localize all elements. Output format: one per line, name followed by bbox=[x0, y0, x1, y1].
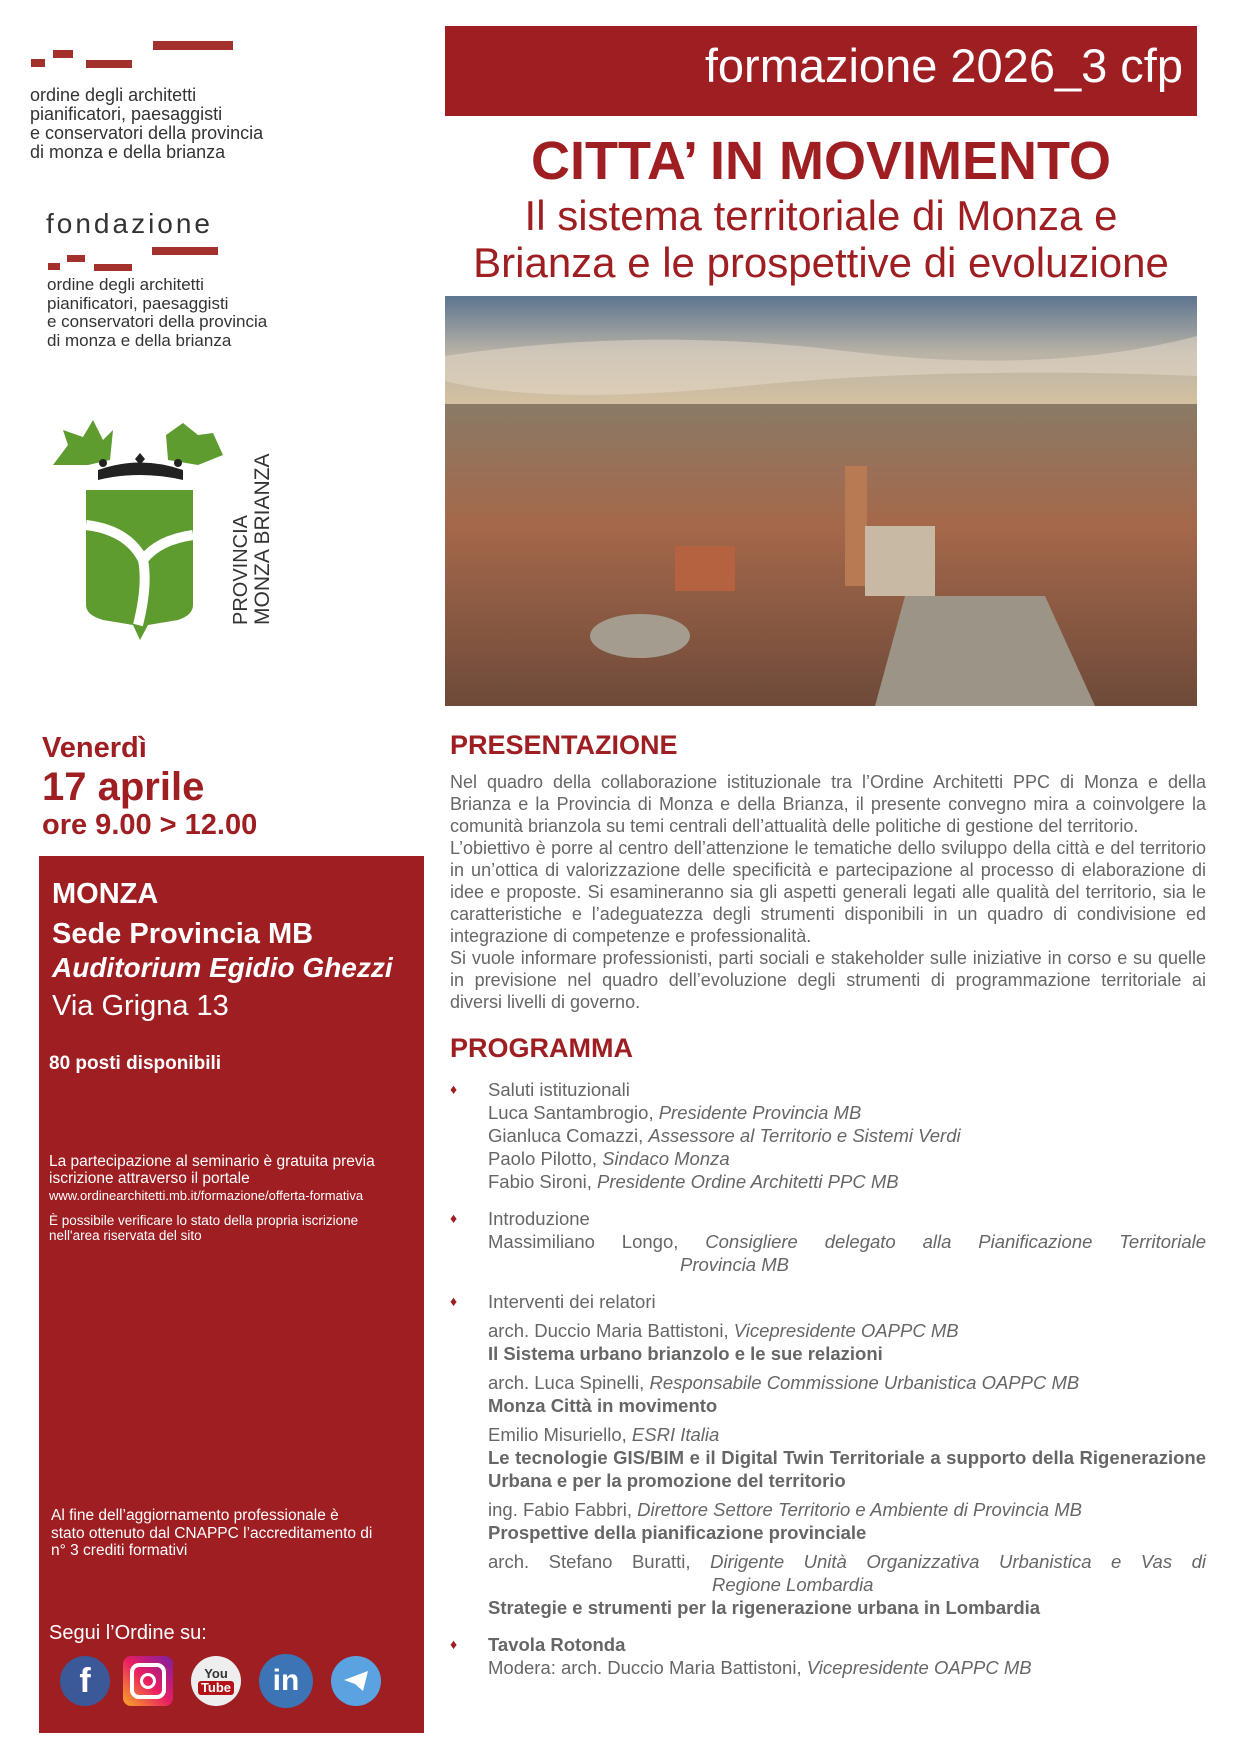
provincia-label: PROVINCIA bbox=[230, 514, 252, 625]
provincia-logo bbox=[48, 415, 278, 640]
talk: arch. Duccio Maria Battistoni, Vicepresidente OAPPC MB Il Sistema urbano brianzolo e le sue relazioni bbox=[488, 1320, 959, 1364]
program-item-interventi bbox=[450, 1290, 1206, 1619]
talk: ing. Fabio Fabbri, Direttore Settore Territorio e Ambiente di Provincia MB Prospettive della pianificazione provinciale bbox=[488, 1499, 1082, 1543]
program-item-title: Interventi dei relatori bbox=[488, 1291, 656, 1312]
youtube-you: You bbox=[204, 1666, 228, 1681]
moderator: Modera: arch. Duccio Maria Battistoni, Vicepresidente OAPPC MB bbox=[488, 1657, 1032, 1678]
venue-panel bbox=[39, 856, 424, 1733]
registration-info bbox=[49, 1153, 375, 1243]
credits-line: stato ottenuto dal CNAPPC l’accreditamento di bbox=[51, 1524, 373, 1542]
program-item-title: Tavola Rotonda bbox=[488, 1634, 626, 1655]
event-date-text: 17 aprile bbox=[42, 765, 205, 809]
provincia-crest-icon bbox=[48, 415, 228, 640]
logo-line: di monza e della brianza bbox=[47, 330, 232, 350]
venue-name: Sede Provincia MB bbox=[52, 918, 314, 950]
logo-line: ordine degli architetti bbox=[30, 85, 197, 105]
page-title: CITTA’ IN MOVIMENTO bbox=[530, 131, 1112, 191]
monza-brianza-label: MONZA BRIANZA bbox=[251, 453, 274, 625]
verify-line: nell'area riservata del sito bbox=[49, 1228, 202, 1243]
presentazione-text bbox=[450, 771, 1206, 1013]
logo-line: ordine degli architetti bbox=[47, 275, 204, 294]
header-banner bbox=[445, 26, 1197, 116]
logo-line: e conservatori della provincia bbox=[30, 123, 264, 143]
diamond-bullet-icon: ♦ bbox=[450, 1210, 458, 1226]
registration-line: La partecipazione al seminario è gratuita previa bbox=[49, 1153, 375, 1170]
follow-label: Segui l’Ordine su: bbox=[49, 1622, 207, 1644]
programma-heading: PROGRAMMA bbox=[450, 1033, 633, 1063]
credits-line: n° 3 crediti formativi bbox=[51, 1542, 188, 1559]
program-item-title: Introduzione bbox=[488, 1208, 590, 1229]
youtube-tube: Tube bbox=[198, 1681, 234, 1695]
logo-line: pianificatori, paesaggisti bbox=[30, 104, 223, 124]
diamond-bullet-icon: ♦ bbox=[450, 1293, 458, 1309]
speaker: Gianluca Comazzi, Assessore al Territorio e Sistemi Verdi bbox=[488, 1125, 961, 1146]
linkedin-icon[interactable] bbox=[259, 1654, 313, 1708]
main-content bbox=[450, 730, 1206, 1679]
diamond-bullet-icon: ♦ bbox=[450, 1081, 458, 1097]
credits-info bbox=[51, 1507, 372, 1560]
venue-address: Via Grigna 13 bbox=[52, 990, 229, 1022]
talk: arch. Stefano Buratti, Dirigente Unità Organizzativa Urbanistica e Vas di Regione Lombardia Strategie e strumenti per la rigenerazione urbana in Lombardia bbox=[488, 1551, 1206, 1618]
speaker: Paolo Pilotto, Sindaco Monza bbox=[488, 1148, 730, 1169]
fondazione-label: fondazione bbox=[46, 208, 214, 239]
presentazione-heading: PRESENTAZIONE bbox=[450, 730, 678, 760]
paragraph: L’obiettivo è porre al centro dell’attenzione le tematiche dello sviluppo della città e del territorio in un’ottica di valorizzazione delle specificità e partecipazione al processo di elaborazione di idee e proposte. Si esamineranno sia gli aspetti generali legati alle qualità del territorio, sia le caratteristiche e l’adeguatezza degli strumenti disponibili in un quadro di condivisione ed integrazione di competenze e professionalità. bbox=[450, 838, 1206, 946]
page-subtitle bbox=[445, 192, 1197, 286]
logo-line: e conservatori della provincia bbox=[47, 312, 268, 331]
youtube-icon[interactable] bbox=[191, 1656, 241, 1706]
banner-text: formazione 2026_3 cfp bbox=[704, 39, 1183, 92]
program-item-title: Saluti istituzionali bbox=[488, 1079, 630, 1100]
telegram-icon[interactable] bbox=[331, 1656, 381, 1706]
seats-available: 80 posti disponibili bbox=[49, 1053, 222, 1074]
paragraph: Nel quadro della collaborazione istituzionale tra l’Ordine Architetti PPC di Monza e della Brianza e la Provincia di Monza e della Brianza, il presente convegno mira a coinvolgere la comunità brianzola su temi centrali dell’attualità delle politiche di gestione del territorio. bbox=[450, 772, 1206, 836]
venue-city: MONZA bbox=[52, 878, 159, 910]
speaker: Massimiliano Longo, Consigliere delegato alla Pianificazione Territoriale bbox=[488, 1231, 1207, 1252]
venue-hall: Auditorium Egidio Ghezzi bbox=[52, 952, 393, 983]
instagram-icon[interactable] bbox=[123, 1656, 173, 1706]
linkedin-glyph: in bbox=[272, 1664, 300, 1697]
credits-line: Al fine dell’aggiornamento professionale è bbox=[51, 1507, 339, 1524]
event-time: ore 9.00 > 12.00 bbox=[42, 809, 258, 841]
talk: arch. Luca Spinelli, Responsabile Commissione Urbanistica OAPPC MB Monza Città in movimento bbox=[488, 1372, 1080, 1416]
talk: Emilio Misuriello, ESRI Italia Le tecnologie GIS/BIM e il Digital Twin Territoriale a supporto della Rigenerazione Urbana e per la promozione del territorio bbox=[488, 1424, 1206, 1491]
diamond-bullet-icon: ♦ bbox=[450, 1636, 458, 1652]
verify-line: È possibile verificare lo stato della propria iscrizione bbox=[49, 1213, 359, 1228]
subtitle-line: Il sistema territoriale di Monza e bbox=[524, 192, 1118, 239]
speaker: Fabio Sironi, Presidente Ordine Architetti PPC MB bbox=[488, 1171, 899, 1192]
subtitle-line: Brianza e le prospettive di evoluzione bbox=[473, 239, 1169, 286]
event-day: Venerdì bbox=[42, 732, 147, 764]
program-item-saluti bbox=[450, 1078, 1206, 1193]
monza-aerial-photo bbox=[445, 296, 1197, 706]
speaker: Luca Santambrogio, Presidente Provincia MB bbox=[488, 1102, 862, 1123]
event-date bbox=[42, 732, 257, 842]
paragraph: Si vuole informare professionisti, parti sociali e stakeholder sulle iniziative in corso e su quelle in previsione nel quadro dell’evoluzione degli strumenti di programmazione territoriale ai diversi livelli di governo. bbox=[450, 948, 1206, 1012]
facebook-glyph: f bbox=[79, 1661, 91, 1700]
facebook-icon[interactable] bbox=[60, 1656, 110, 1706]
registration-link[interactable]: www.ordinearchitetti.mb.it/formazione/offerta-formativa bbox=[49, 1188, 364, 1203]
logo-line: di monza e della brianza bbox=[30, 142, 226, 162]
program-item-introduzione bbox=[450, 1207, 1206, 1276]
speaker-role: Provincia MB bbox=[680, 1254, 789, 1275]
registration-line: iscrizione attraverso il portale bbox=[49, 1170, 250, 1187]
logo-line: pianificatori, paesaggisti bbox=[47, 293, 229, 313]
program-item-tavola bbox=[450, 1633, 1206, 1679]
